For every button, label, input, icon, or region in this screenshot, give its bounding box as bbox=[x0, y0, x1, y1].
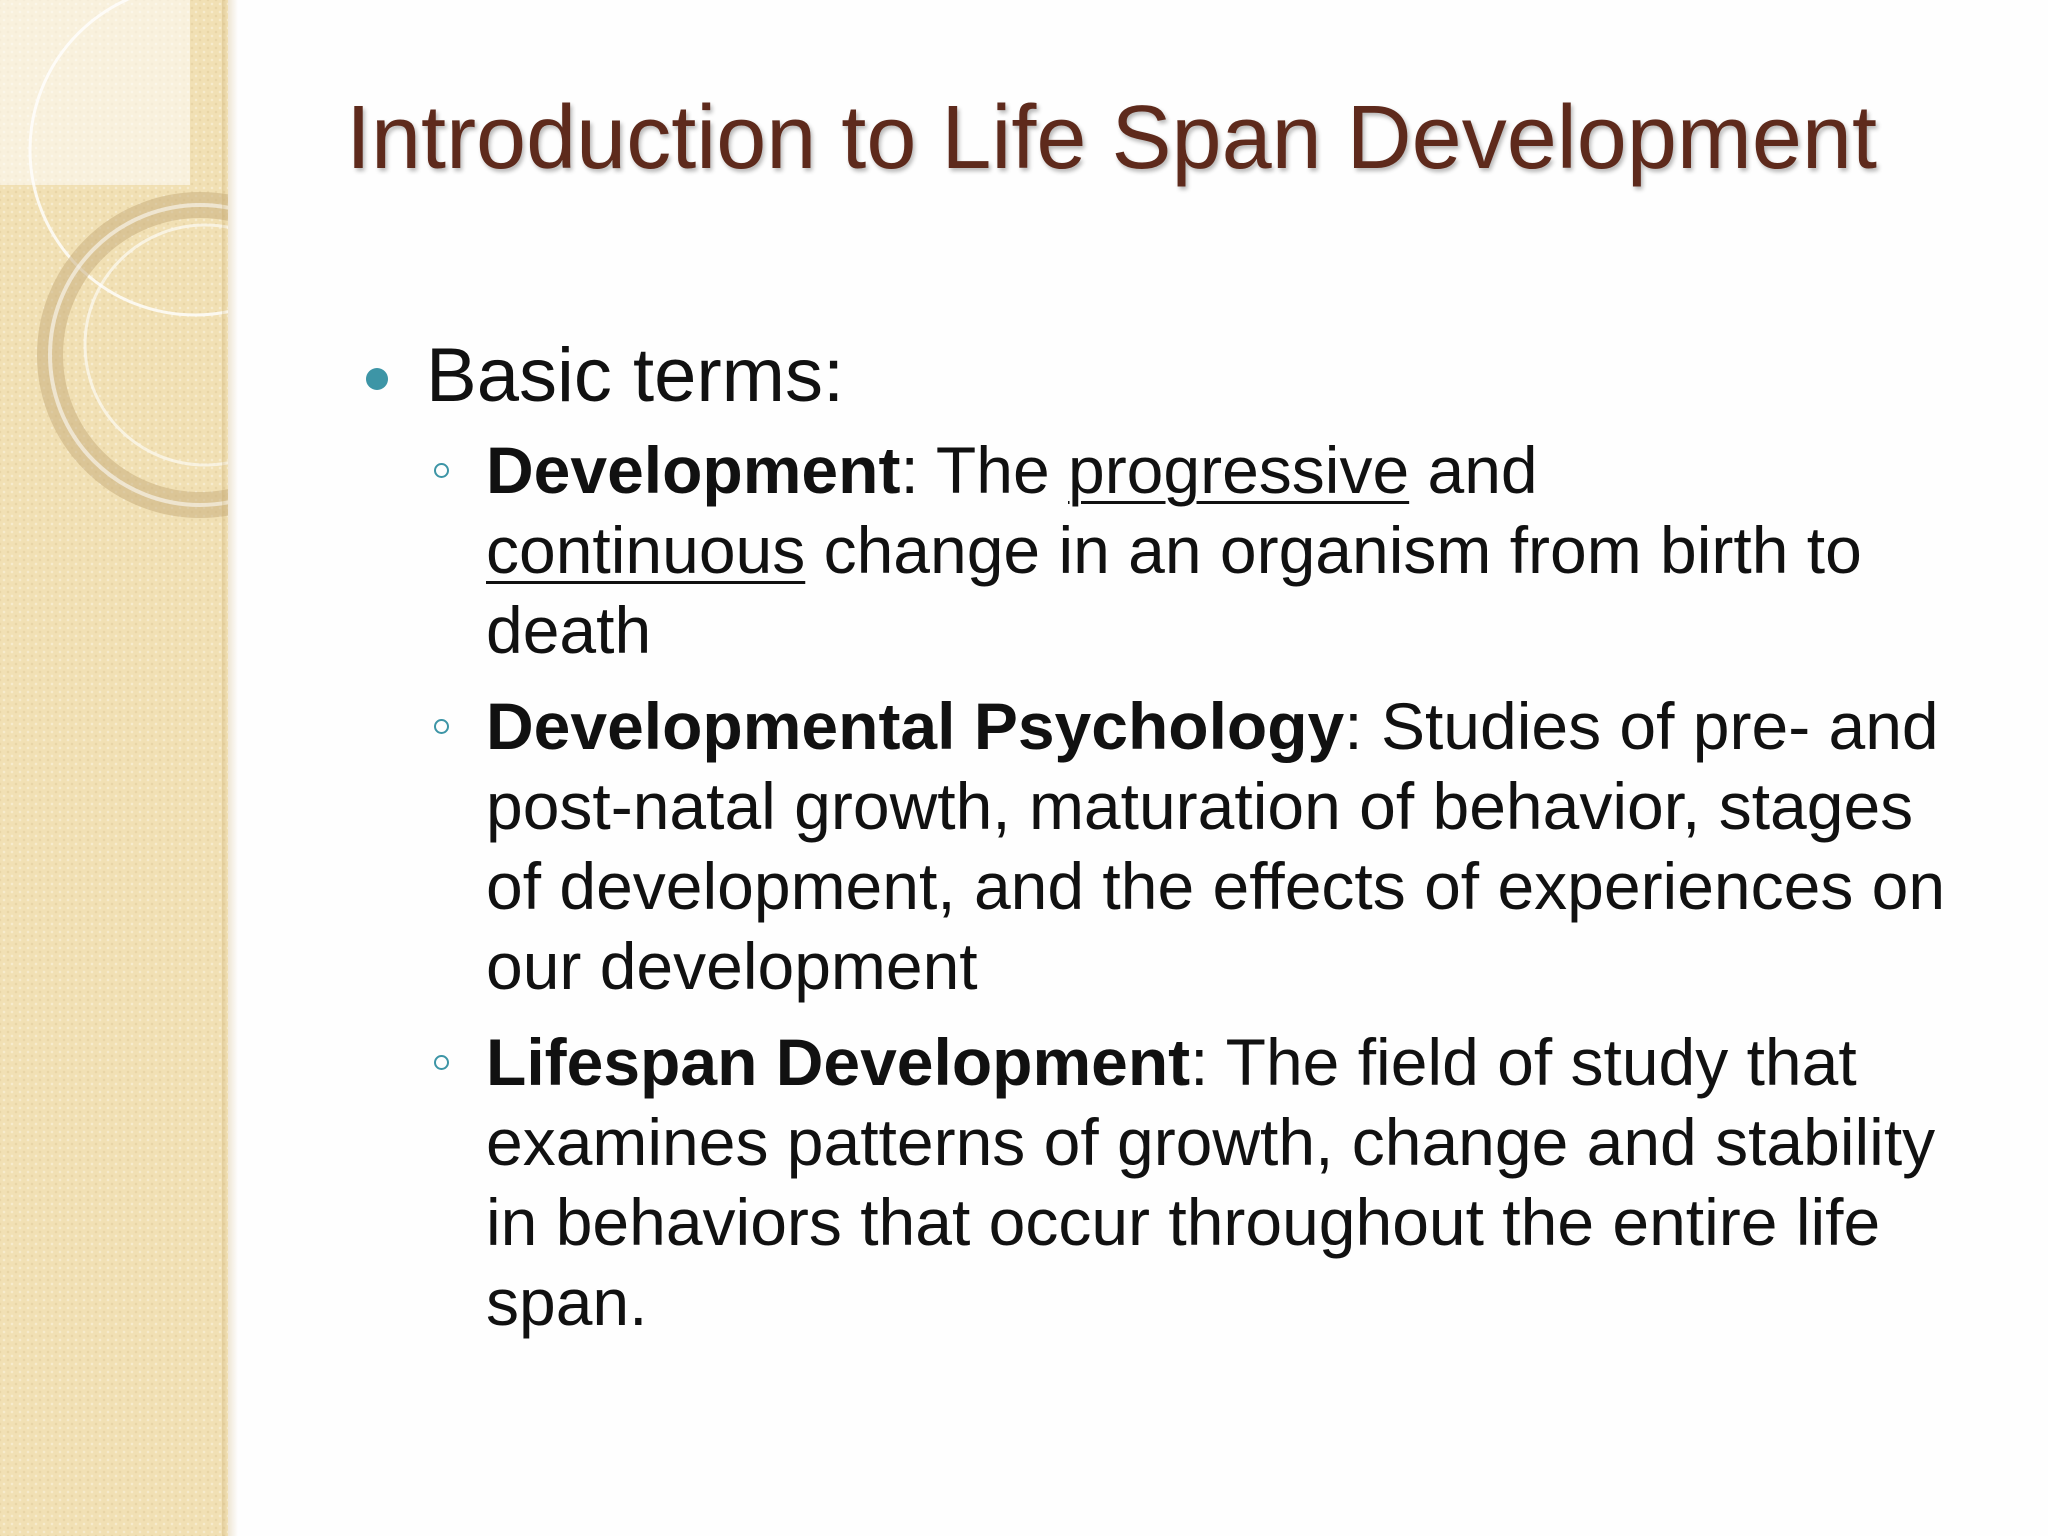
definition-separator: : bbox=[1344, 689, 1381, 763]
hollow-circle-bullet-icon bbox=[434, 719, 449, 734]
band-edge-shadow bbox=[228, 0, 238, 1536]
hollow-circle-bullet-icon bbox=[434, 1055, 449, 1070]
slide-content bbox=[346, 328, 1986, 1358]
definition-text: Studies of pre- and post-natal growth, maturation of behavior, stages of development, and the effects of experiences on our development bbox=[486, 689, 1946, 1003]
bullet-text: Basic terms: bbox=[426, 333, 845, 418]
definition-separator: : bbox=[1190, 1025, 1226, 1099]
decorative-rings-icon bbox=[0, 0, 228, 520]
definition-text: change in an organism from birth to death bbox=[486, 513, 1862, 667]
definition-development bbox=[346, 430, 1986, 670]
underlined-word-progressive: progressive bbox=[1068, 433, 1410, 507]
slide-title: Introduction to Life Span Development bbox=[346, 88, 1877, 188]
definitions-list bbox=[346, 430, 1986, 1342]
definition-separator: : bbox=[900, 433, 936, 507]
definition-text: The bbox=[935, 433, 1068, 507]
definition-term: Lifespan Development bbox=[486, 1025, 1191, 1099]
definition-term: Development bbox=[486, 433, 901, 507]
definition-text: The field of study that examines patterns of growth, change and stability in behaviors that occur throughout the entire life span. bbox=[486, 1025, 1936, 1339]
bullet-basic-terms bbox=[346, 328, 1986, 424]
definition-developmental-psychology bbox=[346, 686, 1986, 1006]
underlined-word-continuous: continuous bbox=[486, 513, 806, 587]
definition-term: Developmental Psychology bbox=[486, 689, 1345, 763]
hollow-circle-bullet-icon bbox=[434, 463, 449, 478]
definition-text: and bbox=[1409, 433, 1538, 507]
side-decorative-band bbox=[0, 0, 228, 1536]
filled-circle-bullet-icon bbox=[366, 368, 388, 390]
definition-lifespan-development bbox=[346, 1022, 1986, 1342]
